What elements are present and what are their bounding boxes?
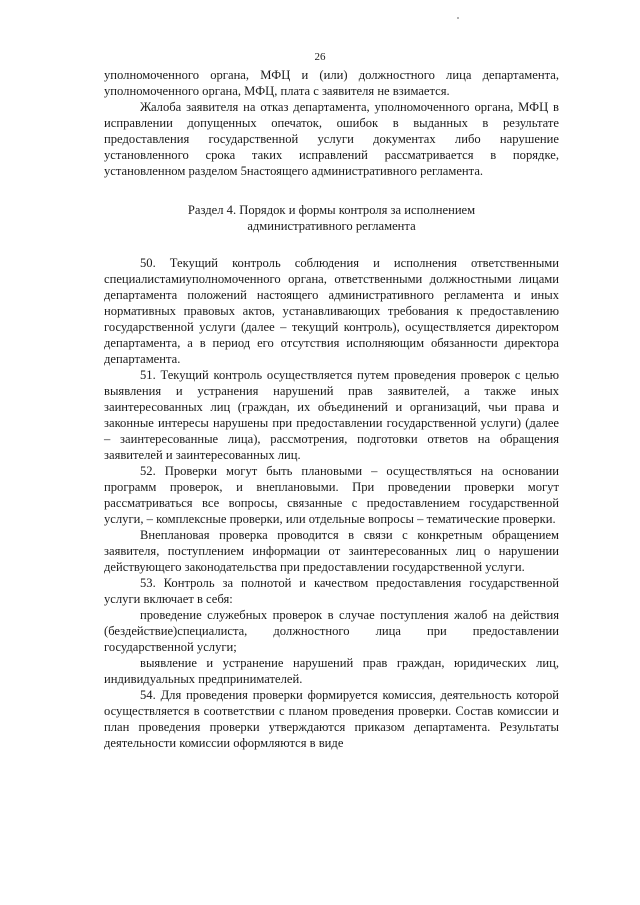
page-number: 26 — [314, 51, 326, 63]
document-body — [104, 67, 559, 751]
section-heading-line-1: Раздел 4. Порядок и формы контроля за исполнением — [187, 203, 476, 217]
paragraph-complaint: Жалоба заявителя на отказ департамента, уполномоченного органа, МФЦ в исправлении допущенных опечаток, ошибок в выданных в результате предоставления государственной услуги документах либо нарушение установленного срока таких исправлений рассматривается в порядке, установленном разделом 5настоящего административного регламента. — [104, 100, 559, 178]
paragraph-unscheduled-check: Внеплановая проверка проводится в связи с конкретным обращением заявителя, поступлением информации от заинтересованных лиц о нарушении действующего законодательства при предоставлении государственной услуги. — [104, 528, 559, 574]
paragraph-52: 52. Проверки могут быть плановыми – осуществляться на основании программ проверок, и внеплановыми. При проведении проверки могут рассматриваться все вопросы, связанные с предоставлением государственной услуги, – комплексные проверки, или отдельные вопросы – тематические проверки. — [104, 464, 559, 526]
paragraph-54: 54. Для проведения проверки формируется комиссия, деятельность которой осуществляется в соответствии с планом проведения проверки. Состав комиссии и план проведения проверки утверждаются приказом департамента. Результаты деятельности комиссии оформляются в виде — [104, 688, 559, 750]
paragraph-50: 50. Текущий контроль соблюдения и исполнения ответственными специалистамиуполномоченного органа, ответственными должностными лицами департамента положений настоящего административного регламента и иных нормативных правовых актов, устанавливающих требования к предоставлению государственной услуги (далее – текущий контроль), осуществляется директором департамента, а в период его отсутствия исполняющим обязанности директора департамента. — [104, 256, 559, 366]
paragraph-53-item-2: выявление и устранение нарушений прав граждан, юридических лиц, индивидуальных предпринимателей. — [104, 656, 559, 686]
scan-speck — [457, 17, 459, 19]
paragraph-53-item-1: проведение служебных проверок в случае поступления жалоб на действия (бездействие)специалиста, должностного лица при предоставлении государственной услуги; — [104, 608, 559, 654]
section-heading-line-2: административного регламента — [247, 219, 416, 233]
paragraph-53: 53. Контроль за полнотой и качеством предоставления государственной услуги включает в себя: — [104, 576, 559, 606]
paragraph-51: 51. Текущий контроль осуществляется путем проведения проверок с целью выявления и устранения нарушений прав заявителей, а также иных заинтересованных лиц (граждан, их объединений и организаций, чьи права и законные интересы нарушены при предоставлении государственной услуги) (далее – заинтересованные лица), рассмотрения, подготовки ответов на обращения заявителей и заинтересованных лиц. — [104, 368, 559, 462]
section-heading — [104, 202, 559, 234]
paragraph-continued: уполномоченного органа, МФЦ и (или) должностного лица департамента, уполномоченного органа, МФЦ, плата с заявителя не взимается. — [104, 68, 559, 98]
